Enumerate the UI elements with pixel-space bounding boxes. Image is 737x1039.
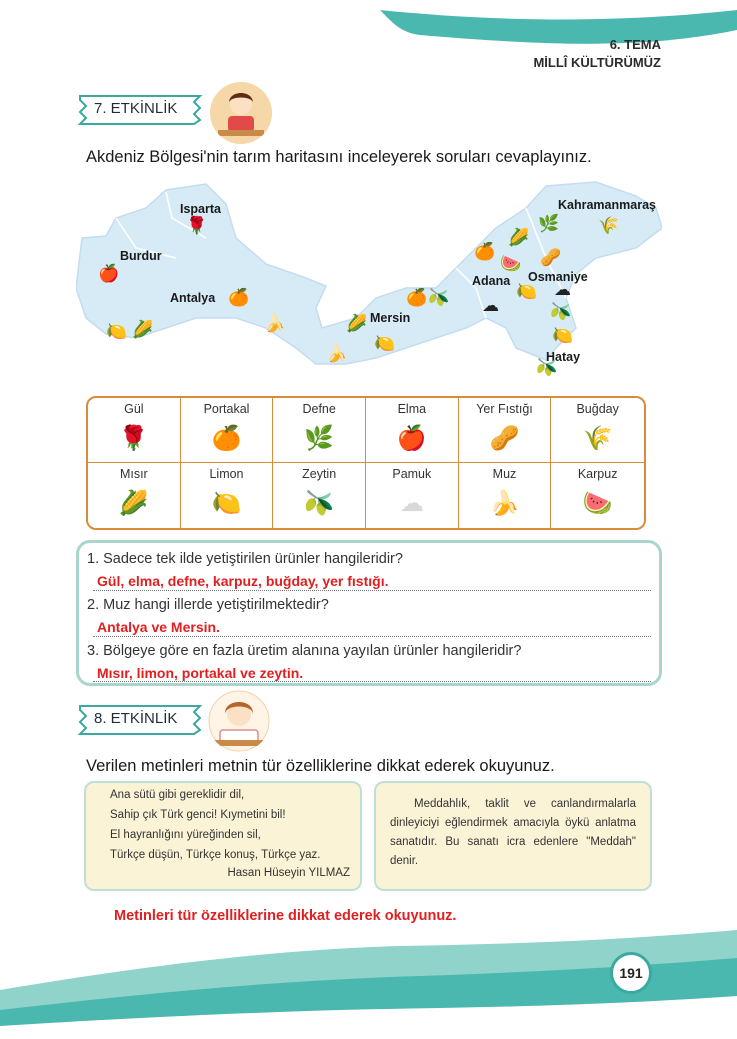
orange-icon: 🍊 (474, 242, 496, 262)
activity-7-tag (76, 92, 204, 128)
lemon-icon: 🍋 (552, 326, 574, 346)
poem-author: Hasan Hüseyin YILMAZ (227, 867, 350, 879)
poem-box (84, 781, 362, 891)
questions-box (76, 540, 662, 686)
answer-line (93, 590, 651, 591)
map-label-antalya: Antalya (170, 291, 216, 305)
legend-cell: Yer Fıstığı 🥜 (459, 398, 552, 463)
product-legend-table (86, 396, 646, 530)
apple-icon: 🍎 (98, 264, 120, 284)
corn-icon: 🌽 (118, 489, 149, 517)
question-1: 1. Sadece tek ilde yetiştirilen ürünler hangileridir? (87, 551, 403, 567)
legend-cell: Buğday 🌾 (551, 398, 644, 463)
map-label-osmaniye: Osmaniye (528, 270, 588, 284)
activity-8-label: 8. ETKİNLİK (94, 710, 178, 727)
bay-leaf-icon: 🌿 (304, 424, 335, 452)
banana-icon: 🍌 (264, 314, 286, 334)
page-number: 191 (610, 952, 652, 994)
answer-3[interactable]: Mısır, limon, portakal ve zeytin. (97, 665, 304, 681)
poem-line: Sahip çık Türk genci! Kıymetini bil! (110, 809, 286, 821)
girl-reading-avatar (208, 690, 270, 752)
question-2: 2. Muz hangi illerde yetiştirilmektedir? (87, 597, 329, 613)
activity-7-instruction: Akdeniz Bölgesi'nin tarım haritasını inceleyerek soruları cevaplayınız. (86, 148, 592, 166)
banana-icon: 🍌 (489, 489, 520, 517)
prose-text: Meddahlık, taklit ve canlandırmalarla dinleyiciyi eğlendirmek amacıyla öykü anlatma sanatıdır. Bu sanatı icra edenlere "Meddah" denir. (390, 798, 636, 867)
peanut-icon: 🥜 (540, 248, 562, 268)
legend-cell: Portakal 🍊 (181, 398, 274, 463)
corn-icon: 🌽 (508, 228, 530, 248)
theme-header (533, 36, 661, 72)
poem-line: Ana sütü gibi gereklidir dil, (110, 789, 245, 801)
orange-icon: 🍊 (211, 424, 242, 452)
apple-icon: 🍎 (396, 424, 427, 452)
olive-icon: 🫒 (428, 288, 450, 308)
corn-icon: 🌽 (132, 320, 154, 340)
peanut-icon: 🥜 (489, 424, 520, 452)
rose-icon: 🌹 (118, 424, 149, 452)
lemon-icon: 🍋 (374, 334, 396, 354)
map-label-burdur: Burdur (120, 249, 162, 263)
legend-cell: Gül 🌹 (88, 398, 181, 463)
theme-title: MİLLÎ KÜLTÜRÜMÜZ (533, 55, 661, 70)
cotton-icon: ☁ (399, 489, 424, 517)
answer-1[interactable]: Gül, elma, defne, karpuz, buğday, yer fıstığı. (97, 573, 389, 589)
answer-2[interactable]: Antalya ve Mersin. (97, 619, 220, 635)
map-label-adana: Adana (472, 274, 511, 288)
olive-icon: 🫒 (536, 358, 558, 378)
map-label-isparta: Isparta (180, 202, 221, 216)
legend-cell: Zeytin 🫒 (273, 463, 366, 528)
legend-cell: Pamuk ☁ (366, 463, 459, 528)
cotton-icon: ☁ (554, 280, 571, 300)
orange-icon: 🍊 (406, 288, 428, 308)
cotton-icon: ☁ (482, 296, 499, 316)
poem-line: El hayranlığını yüreğinden sil, (110, 829, 261, 841)
activity-8-answer[interactable]: Metinleri tür özelliklerine dikkat ederek okuyunuz. (114, 908, 457, 924)
activity-7-label: 7. ETKİNLİK (94, 100, 178, 117)
olive-icon: 🫒 (550, 302, 572, 322)
orange-icon: 🍊 (228, 288, 250, 308)
answer-line (93, 636, 651, 637)
legend-cell: Defne 🌿 (273, 398, 366, 463)
watermelon-icon: 🍉 (582, 489, 613, 517)
map-label-mersin: Mersin (370, 311, 411, 325)
girl-reading-icon (208, 690, 270, 752)
legend-cell: Elma 🍎 (366, 398, 459, 463)
legend-cell: Muz 🍌 (459, 463, 552, 528)
prose-box (374, 781, 652, 891)
wheat-icon: 🌾 (598, 216, 620, 236)
corn-icon: 🌽 (346, 314, 368, 334)
wheat-icon: 🌾 (582, 424, 613, 452)
bay-leaf-icon: 🌿 (538, 214, 560, 234)
map-label-kahramanmaras: Kahramanmaraş (558, 198, 656, 212)
girl-writing-avatar (210, 82, 272, 144)
poem-line: Türkçe düşün, Türkçe konuş, Türkçe yaz. (110, 849, 321, 861)
watermelon-icon: 🍉 (500, 254, 522, 274)
olive-icon: 🫒 (304, 489, 335, 517)
lemon-icon: 🍋 (106, 322, 128, 342)
rose-icon: 🌹 (186, 216, 208, 236)
legend-cell: Limon 🍋 (181, 463, 274, 528)
lemon-icon: 🍋 (516, 282, 538, 302)
legend-cell: Mısır 🌽 (88, 463, 181, 528)
activity-8-tag (76, 702, 204, 738)
agriculture-map (76, 178, 662, 378)
answer-line (93, 681, 651, 682)
theme-number: 6. TEMA (609, 37, 661, 52)
girl-writing-icon (210, 82, 272, 144)
question-3: 3. Bölgeye göre en fazla üretim alanına yayılan ürünler hangileridir? (87, 643, 522, 659)
lemon-icon: 🍋 (211, 489, 242, 517)
banana-icon: 🍌 (326, 344, 348, 364)
activity-8-instruction: Verilen metinleri metnin tür özelliklerine dikkat ederek okuyunuz. (86, 757, 555, 775)
map-label-hatay: Hatay (546, 350, 581, 364)
legend-cell: Karpuz 🍉 (551, 463, 644, 528)
